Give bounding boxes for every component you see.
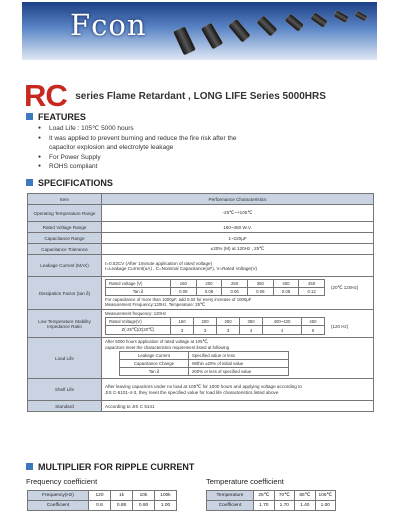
- table-cell: 400~420: [263, 318, 302, 326]
- specifications-table: [27, 193, 374, 412]
- table-cell: 70℃: [274, 491, 295, 501]
- table-cell: 3: [194, 326, 217, 335]
- table-cell: 1.70: [254, 501, 275, 511]
- low-temp-frequency: Measurement frequency: 120Hz: [105, 311, 167, 316]
- frequency-coefficient-title: Frequency coefficient: [26, 477, 98, 486]
- operating-temp-label: Operating Temperature Range: [28, 205, 102, 222]
- series-description: series Flame Retardant , LONG LIFE Series 5000HRS: [75, 90, 326, 102]
- table-cell: 25℃: [254, 491, 275, 501]
- table-cell: 160: [171, 280, 197, 288]
- series-heading: [24, 78, 326, 114]
- table-cell: 100k: [155, 491, 177, 501]
- table-cell: 0.06: [222, 288, 248, 296]
- table-cell: 10k: [133, 491, 155, 501]
- feature-item: ● It was applied to prevent burning and reduce the fire risk after the: [38, 134, 237, 144]
- table-row: [120, 368, 289, 376]
- rated-voltage-value: 160~450 W.V.: [102, 222, 374, 233]
- table-cell: 1.40: [295, 501, 316, 511]
- table-row: [106, 288, 325, 296]
- table-cell: 1.00: [315, 501, 336, 511]
- ripple-heading: MULTIPLIER FOR RIPPLE CURRENT: [26, 462, 194, 472]
- table-cell: 4: [240, 326, 263, 335]
- series-code: RC: [24, 78, 67, 113]
- table-cell: 450: [301, 318, 324, 326]
- table-cell: Coefficient: [28, 501, 89, 511]
- section-bullet-icon: [26, 113, 33, 120]
- table-cell: 0.08: [171, 288, 197, 296]
- feature-item: ● For Power Supply: [38, 153, 237, 163]
- table-cell: Tan δ: [106, 288, 171, 296]
- feature-item: capacitor explosion and electrolyte leakage: [49, 144, 174, 152]
- table-cell: Leakage Current: [120, 352, 189, 360]
- capacitance-tolerance-value: ±20% (M) at 120Hz , 25℃: [102, 244, 374, 255]
- table-cell: Coefficient: [207, 501, 254, 511]
- table-cell: 105℃: [315, 491, 336, 501]
- dissipation-subtable: [105, 279, 325, 296]
- table-cell: 350: [240, 318, 263, 326]
- table-row: [120, 360, 289, 368]
- leakage-label: Leakage Current (MAX): [28, 255, 102, 277]
- table-row: [120, 352, 289, 360]
- table-cell: 200: [196, 280, 222, 288]
- dissipation-value: [102, 277, 374, 310]
- table-row: [28, 194, 374, 205]
- table-cell: 4: [263, 326, 302, 335]
- table-row: [28, 338, 374, 379]
- table-cell: 120: [89, 491, 111, 501]
- capacitance-range-value: 1~220μF: [102, 233, 374, 244]
- specifications-heading: SPECIFICATIONS: [26, 178, 113, 188]
- table-cell: 250: [217, 318, 240, 326]
- table-cell: 400: [273, 280, 299, 288]
- table-cell: 0.08: [196, 288, 222, 296]
- table-cell: 3: [217, 326, 240, 335]
- table-cell: Rated voltage (V): [106, 280, 171, 288]
- table-row: [106, 280, 325, 288]
- dissipation-condition: (20℃ 120Hz): [331, 284, 359, 290]
- table-cell: 0.90: [133, 501, 155, 511]
- table-row: [28, 491, 177, 501]
- table-row: [28, 401, 374, 412]
- table-cell: 3: [171, 326, 194, 335]
- feature-item: ● ROHS compliant: [38, 162, 237, 172]
- features-heading: FEATURES: [26, 112, 86, 122]
- dissipation-measurement: Measurement Frequency:120Hz, Temperature: 25℃: [105, 302, 205, 307]
- table-row: [207, 501, 336, 511]
- table-cell: 0.12: [299, 288, 325, 296]
- table-cell: 85℃: [295, 491, 316, 501]
- table-cell: Tan δ: [120, 368, 189, 376]
- table-cell: 250: [222, 280, 248, 288]
- dissipation-label: Dissipation Factor (tan δ): [28, 277, 102, 310]
- table-cell: Within ±20% of initial value: [189, 360, 289, 368]
- table-row: [28, 310, 374, 338]
- column-header-item: Item: [28, 194, 102, 205]
- table-cell: 1.70: [274, 501, 295, 511]
- shelf-life-line: After leaving capacitors under no load at 105℃ for 1000 hours and applying voltage according to: [105, 384, 302, 389]
- table-cell: 160: [171, 318, 194, 326]
- dissipation-note: For capacitance of more than 1000μF, add 0.02 for every increase of 1000μF: [105, 297, 252, 302]
- load-life-subtable: [119, 351, 289, 376]
- frequency-coefficient-table: [27, 490, 177, 511]
- table-cell: 200% or less of specified value: [189, 368, 289, 376]
- table-row: [28, 205, 374, 222]
- section-bullet-icon: [26, 179, 33, 186]
- feature-item: ● Load Life : 105℃ 5000 hours: [38, 124, 237, 134]
- leakage-formula: I=0.02CV (After 1minute application of rated voltage): [105, 260, 213, 266]
- load-life-line: capacitors meet the characteristics requirement listed at following: [105, 345, 230, 350]
- shelf-life-line: JIS C-5101-4-3, they meet the specified value for load life characteristics listed above: [105, 390, 279, 395]
- table-cell: 0.08: [273, 288, 299, 296]
- table-cell: Frequency(Hz): [28, 491, 89, 501]
- temperature-coefficient-table: [206, 490, 336, 511]
- table-row: [28, 233, 374, 244]
- low-temp-subtable: [105, 317, 325, 335]
- table-row: [28, 255, 374, 277]
- capacitance-range-label: Capacitance Range: [28, 233, 102, 244]
- table-row: [28, 501, 177, 511]
- temperature-coefficient-title: Temperature coefficient: [206, 477, 284, 486]
- low-temp-condition: (120 Hz): [331, 323, 349, 329]
- table-cell: 5: [301, 326, 324, 335]
- table-row: [28, 222, 374, 233]
- leakage-value: [102, 255, 374, 277]
- table-row: [28, 379, 374, 401]
- table-cell: Capacitance Change: [120, 360, 189, 368]
- shelf-life-label: Shelf Life: [28, 379, 102, 401]
- table-row: [106, 326, 325, 335]
- table-cell: 200: [194, 318, 217, 326]
- table-cell: Specified value or less: [189, 352, 289, 360]
- table-cell: 1.00: [155, 501, 177, 511]
- features-list: [38, 124, 237, 172]
- column-header-characteristics: Performance Characteristics: [102, 194, 374, 205]
- standard-value: According to JIS C 5141: [102, 401, 374, 412]
- table-cell: Temperature: [207, 491, 254, 501]
- capacitance-tolerance-label: Capacitance Tolerance: [28, 244, 102, 255]
- table-row: [28, 277, 374, 310]
- header-banner: [22, 2, 377, 60]
- table-cell: Z(-25℃)/Z(20℃): [106, 326, 171, 335]
- low-temp-label: Low Temperature Stability Impedance Ratio: [28, 310, 102, 338]
- rated-voltage-label: Rated Voltage Range: [28, 222, 102, 233]
- standard-label: Standard: [28, 401, 102, 412]
- low-temp-value: [102, 310, 374, 338]
- shelf-life-value: [102, 379, 374, 401]
- table-cell: 0.08: [247, 288, 273, 296]
- load-life-line: After 5000 hours application of rated voltage at 105℃,: [105, 339, 209, 344]
- table-cell: 450: [299, 280, 325, 288]
- table-row: [28, 244, 374, 255]
- table-cell: 0.88: [111, 501, 133, 511]
- section-bullet-icon: [26, 463, 33, 470]
- table-cell: Rated Voltage(V): [106, 318, 171, 326]
- capacitor-illustration: [172, 2, 377, 60]
- table-cell: 0.8: [89, 501, 111, 511]
- leakage-legend: I=Leakage Current(uA) , C=Nominal Capacitance(uF), V=Rated Voltage(V): [105, 265, 258, 271]
- table-row: [106, 318, 325, 326]
- load-life-label: Load Life: [28, 338, 102, 379]
- table-cell: 1k: [111, 491, 133, 501]
- load-life-value: [102, 338, 374, 379]
- brand-logo: Fcon: [70, 8, 147, 42]
- operating-temp-value: -25℃~+105℃: [102, 205, 374, 222]
- table-row: [207, 491, 336, 501]
- table-cell: 350: [247, 280, 273, 288]
